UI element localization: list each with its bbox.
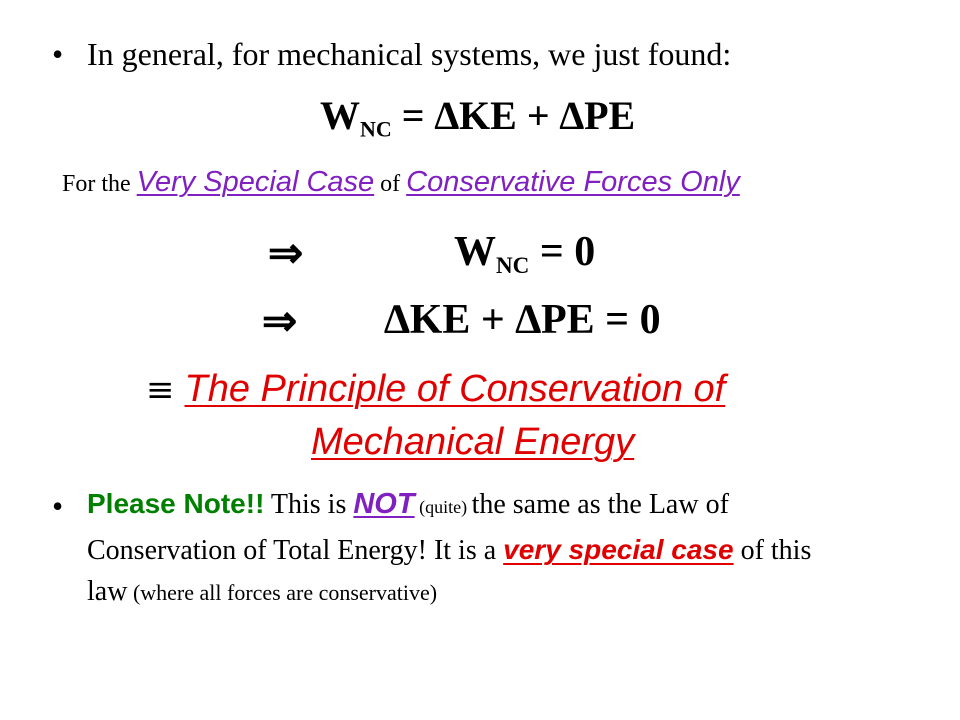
equation-work-zero bbox=[454, 228, 595, 279]
implies-arrow-2: ⇒ bbox=[262, 299, 298, 345]
please-note-label: Please Note!! bbox=[87, 488, 265, 519]
law-word: law bbox=[87, 576, 128, 607]
note-line-1 bbox=[87, 488, 729, 521]
equation-work-nonconservative bbox=[320, 92, 635, 143]
conservative-forces-emphasis: Conservative Forces Only bbox=[406, 166, 740, 198]
note-line-2 bbox=[87, 534, 811, 567]
equation-energy-sum-zero: ∆KE + ∆PE = 0 bbox=[384, 297, 661, 343]
principle-line-1 bbox=[146, 364, 725, 411]
note-text-2: the same as the Law of bbox=[471, 489, 729, 520]
intro-text: In general, for mechanical systems, we just found: bbox=[87, 36, 732, 72]
eq2-subscript: NC bbox=[496, 252, 530, 279]
principle-line-2 bbox=[311, 420, 634, 464]
not-emphasis: NOT bbox=[353, 488, 415, 520]
eq2-rest: = 0 bbox=[529, 229, 596, 275]
note-text-1: This is bbox=[264, 489, 354, 520]
special-case-line bbox=[62, 166, 740, 199]
note-line-2-text: Conservation of Total Energy! It is a bbox=[87, 535, 504, 566]
note-line-3 bbox=[87, 576, 437, 608]
eq2-w: W bbox=[454, 229, 496, 275]
eq1-w: W bbox=[320, 93, 360, 138]
eq1-rest: = ∆KE + ∆PE bbox=[391, 93, 636, 138]
eq1-subscript: NC bbox=[360, 116, 392, 142]
conservative-parenthetical: (where all forces are conservative) bbox=[127, 580, 438, 605]
bullet-2-marker: • bbox=[52, 488, 64, 524]
very-special-case-note-emphasis: very special case bbox=[503, 534, 734, 565]
equivalence-symbol: ≡ bbox=[146, 370, 175, 410]
very-special-case-emphasis: Very Special Case bbox=[136, 166, 375, 198]
principle-title-line-2: Mechanical Energy bbox=[311, 421, 635, 463]
special-prefix: For the bbox=[62, 171, 137, 197]
special-mid: of bbox=[380, 171, 407, 197]
note-line-2-end: of this bbox=[733, 535, 812, 566]
quite-note: (quite) bbox=[414, 497, 472, 517]
bullet-1-marker: • bbox=[52, 36, 64, 72]
principle-title-line-1: The Principle of Conservation of bbox=[184, 368, 726, 410]
implies-arrow-1: ⇒ bbox=[268, 231, 304, 277]
